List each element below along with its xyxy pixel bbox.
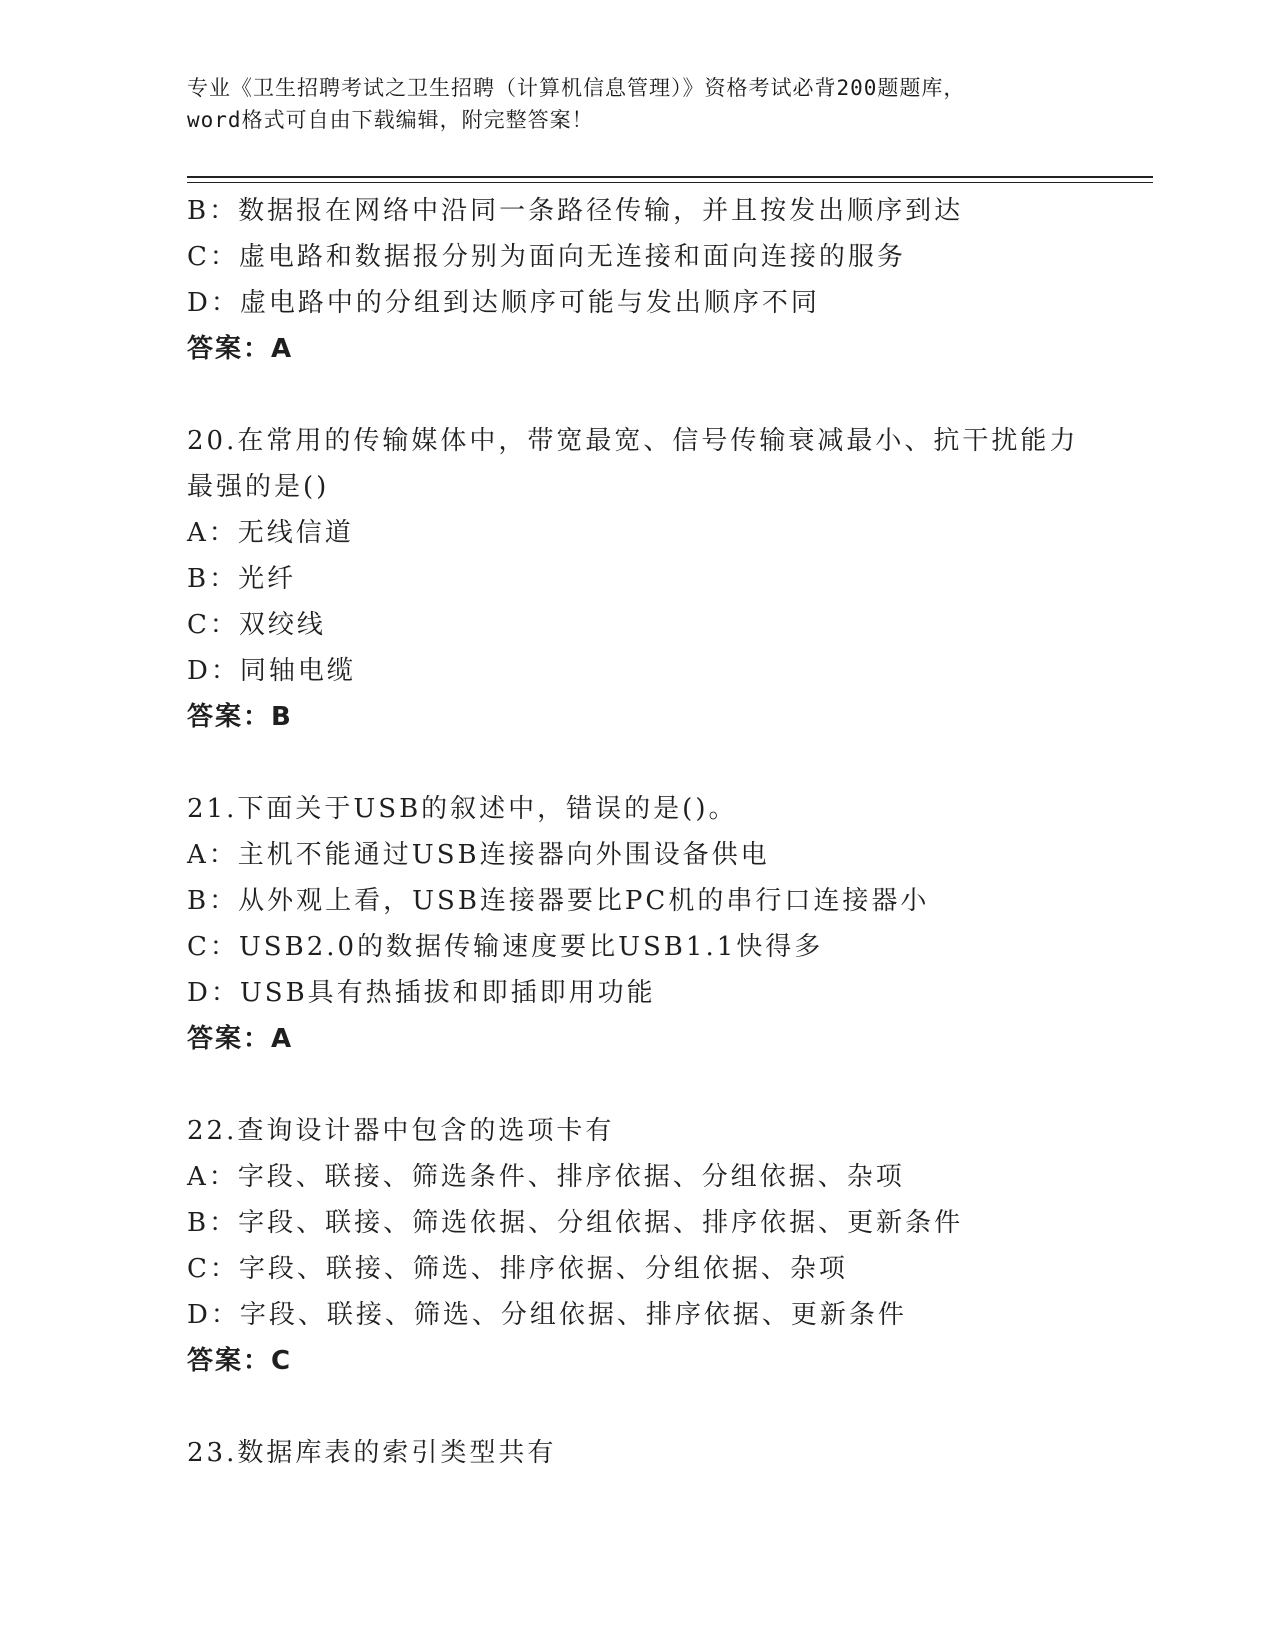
question-spacer: [187, 372, 1147, 418]
answer-label: 答案：A: [187, 334, 294, 364]
option-d: D：同轴电缆: [187, 656, 356, 686]
option-c: C：字段、联接、筛选、排序依据、分组依据、杂项: [187, 1254, 848, 1284]
header-divider-thick: [187, 176, 1153, 178]
question-stem: 20.在常用的传输媒体中，带宽最宽、信号传输衰减最小、抗干扰能力: [187, 426, 1079, 456]
document-header: [187, 72, 1087, 136]
question-list: [187, 188, 1147, 1476]
option-d: D：字段、联接、筛选、分组依据、排序依据、更新条件: [187, 1300, 907, 1330]
option-b: B：从外观上看，USB连接器要比PC机的串行口连接器小: [187, 886, 930, 916]
option-a: A：主机不能通过USB连接器向外围设备供电: [187, 840, 770, 870]
answer-label: 答案：C: [187, 1346, 293, 1376]
header-title-line-2: word格式可自由下载编辑，附完整答案！: [187, 108, 594, 132]
option-a: A：无线信道: [187, 518, 354, 548]
question-22: [187, 1108, 1147, 1384]
header-title-line-1: 专业《卫生招聘考试之卫生招聘（计算机信息管理）》资格考试必背200题题库，: [187, 76, 966, 100]
answer-label: 答案：B: [187, 702, 293, 732]
option-c: C：USB2.0的数据传输速度要比USB1.1快得多: [187, 932, 824, 962]
option-d: D：USB具有热插拔和即插即用功能: [187, 978, 656, 1008]
question-spacer: [187, 1384, 1147, 1430]
question-20: [187, 418, 1147, 740]
question-stem: 21.下面关于USB的叙述中，错误的是()。: [187, 794, 738, 824]
option-b: B：数据报在网络中沿同一条路径传输，并且按发出顺序到达: [187, 196, 964, 226]
option-a: A：字段、联接、筛选条件、排序依据、分组依据、杂项: [187, 1162, 905, 1192]
option-c: C：虚电路和数据报分别为面向无连接和面向连接的服务: [187, 242, 906, 272]
question-spacer: [187, 740, 1147, 786]
question-19-tail: [187, 188, 1147, 372]
question-stem-continued: 最强的是(): [187, 472, 330, 502]
question-23: [187, 1430, 1147, 1476]
option-d: D：虚电路中的分组到达顺序可能与发出顺序不同: [187, 288, 820, 318]
option-b: B：字段、联接、筛选依据、分组依据、排序依据、更新条件: [187, 1208, 964, 1238]
header-divider-thin: [187, 182, 1153, 183]
answer-label: 答案：A: [187, 1024, 294, 1054]
question-spacer: [187, 1062, 1147, 1108]
question-stem: 22.查询设计器中包含的选项卡有: [187, 1116, 615, 1146]
question-21: [187, 786, 1147, 1062]
option-b: B：光纤: [187, 564, 297, 594]
question-stem: 23.数据库表的索引类型共有: [187, 1438, 557, 1468]
option-c: C：双绞线: [187, 610, 326, 640]
